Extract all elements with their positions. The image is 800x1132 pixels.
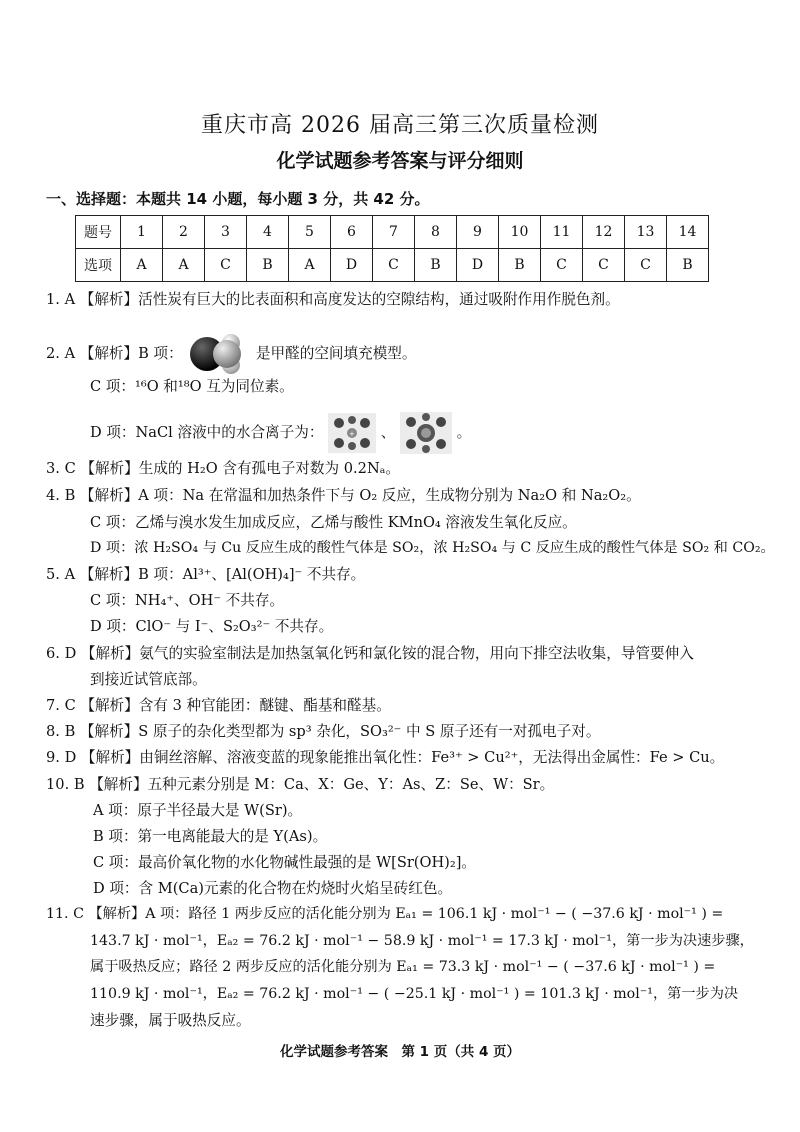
table-cell: B — [415, 249, 457, 282]
answer-2-suffix: 是甲醛的空间填充模型。 — [255, 345, 417, 362]
table-cell: 11 — [541, 216, 583, 249]
answer-5-d: D 项：ClO⁻ 与 I⁻、S₂O₃²⁻ 不共存。 — [90, 618, 334, 635]
svg-text:+: + — [349, 430, 355, 438]
table-cell: A — [163, 249, 205, 282]
page-footer: 化学试题参考答案 第 1 页（共 4 页） — [279, 1044, 521, 1060]
table-cell: C — [205, 249, 247, 282]
answer-2-c: C 项：¹⁶O 和¹⁸O 互为同位素。 — [90, 378, 294, 395]
answer-2-d-separator: 、 — [380, 424, 396, 441]
table-row-answers — [76, 249, 709, 282]
table-cell: C — [583, 249, 625, 282]
page-subtitle: 化学试题参考答案与评分细则 — [276, 150, 524, 172]
answer-3: 3. C 【解析】生成的 H₂O 含有孤电子对数为 0.2Nₐ。 — [46, 460, 400, 477]
answer-10-c: C 项：最高价氧化物的水化物碱性最强的是 W[Sr(OH)₂]。 — [93, 854, 477, 871]
table-cell: 8 — [415, 216, 457, 249]
answer-10: 10. B 【解析】五种元素分别是 M：Ca、X：Ge、Y：As、Z：Se、W：Sr。 — [46, 776, 555, 793]
table-cell: C — [373, 249, 415, 282]
table-cell: 13 — [625, 216, 667, 249]
answer-2-d-end: 。 — [456, 424, 472, 441]
answer-10-d: D 项：含 M(Ca)元素的化合物在灼烧时火焰呈砖红色。 — [93, 880, 453, 897]
answer-6-line2: 到接近试管底部。 — [90, 671, 207, 688]
answer-11-line3: 属于吸热反应；路径 2 两步反应的活化能分别为 Eₐ₁ = 73.3 kJ · mol⁻¹ − ( −37.6 kJ · mol⁻¹ ) = — [90, 959, 716, 975]
table-row-label: 选项 — [76, 249, 121, 282]
answer-1: 1. A 【解析】活性炭有巨大的比表面积和高度发达的空隙结构，通过吸附作用作脱色剂。 — [46, 291, 620, 308]
answer-5-c: C 项：NH₄⁺、OH⁻ 不共存。 — [90, 592, 285, 609]
answer-11-line4: 110.9 kJ · mol⁻¹，Eₐ₂ = 76.2 kJ · mol⁻¹ − ( −25.1 kJ · mol⁻¹ ) = 101.3 kJ · mol⁻¹，第一步为决 — [90, 986, 739, 1002]
answer-10-b: B 项：第一电离能最大的是 Y(As)。 — [93, 828, 328, 845]
answer-8: 8. B 【解析】S 原子的杂化类型都为 sp³ 杂化，SO₃²⁻ 中 S 原子还有一对孤电子对。 — [46, 723, 601, 740]
answer-6-line1: 6. D 【解析】氨气的实验室制法是加热氢氧化钙和氯化铵的混合物，用向下排空法收集，导管要伸入 — [46, 645, 694, 662]
table-cell: 6 — [331, 216, 373, 249]
table-cell: A — [289, 249, 331, 282]
hydrated-na-ion-image — [328, 413, 376, 453]
table-cell: B — [247, 249, 289, 282]
answer-2 — [46, 332, 417, 376]
table-cell: B — [667, 249, 709, 282]
answer-5-b: 5. A 【解析】B 项：Al³⁺、[Al(OH)₄]⁻ 不共存。 — [46, 566, 366, 583]
answer-4-a: 4. B 【解析】A 项：Na 在常温和加热条件下与 O₂ 反应，生成物分别为 Na₂O 和 Na₂O₂。 — [46, 487, 641, 504]
answer-7: 7. C 【解析】含有 3 种官能团：醚键、酯基和醛基。 — [46, 697, 391, 714]
table-cell: A — [121, 249, 163, 282]
table-cell: 4 — [247, 216, 289, 249]
table-cell: 1 — [121, 216, 163, 249]
table-cell: 14 — [667, 216, 709, 249]
answer-11-line5: 速步骤，属于吸热反应。 — [90, 1012, 251, 1029]
table-cell: 10 — [499, 216, 541, 249]
answer-2-prefix: 2. A 【解析】B 项： — [46, 345, 183, 362]
table-cell: 9 — [457, 216, 499, 249]
answer-4-c: C 项：乙烯与溴水发生加成反应，乙烯与酸性 KMnO₄ 溶液发生氧化反应。 — [90, 514, 577, 531]
answer-2-d-prefix: D 项：NaCl 溶液中的水合离子为： — [90, 424, 324, 441]
table-cell: C — [541, 249, 583, 282]
table-cell: D — [331, 249, 373, 282]
table-row-label: 题号 — [76, 216, 121, 249]
table-row-numbers — [76, 216, 709, 249]
answer-10-a: A 项：原子半径最大是 W(Sr)。 — [93, 802, 303, 819]
table-cell: C — [625, 249, 667, 282]
table-cell: 7 — [373, 216, 415, 249]
formaldehyde-model-image — [187, 332, 251, 376]
table-cell: B — [499, 249, 541, 282]
table-cell: 3 — [205, 216, 247, 249]
section-heading: 一、选择题：本题共 14 小题，每小题 3 分，共 42 分。 — [46, 190, 430, 208]
table-cell: 12 — [583, 216, 625, 249]
answer-11-line1: 11. C 【解析】A 项：路径 1 两步反应的活化能分别为 Eₐ₁ = 106.1 kJ · mol⁻¹ − ( −37.6 kJ · mol⁻¹ ) = — [46, 906, 724, 922]
table-cell: 2 — [163, 216, 205, 249]
hydrated-cl-ion-image — [400, 412, 452, 454]
answer-2-d — [90, 412, 471, 454]
answer-11-line2: 143.7 kJ · mol⁻¹，Eₐ₂ = 76.2 kJ · mol⁻¹ − 58.9 kJ · mol⁻¹ = 17.3 kJ · mol⁻¹，第一步为决速步骤， — [90, 933, 754, 949]
answer-4-d: D 项：浓 H₂SO₄ 与 Cu 反应生成的酸性气体是 SO₂，浓 H₂SO₄ 与 C 反应生成的酸性气体是 SO₂ 和 CO₂。 — [90, 540, 775, 556]
page-title: 重庆市高 2026 届高三第三次质量检测 — [201, 113, 599, 138]
answer-table — [75, 215, 709, 282]
answer-9: 9. D 【解析】由铜丝溶解、溶液变蓝的现象能推出氧化性：Fe³⁺ > Cu²⁺，无法得出金属性：Fe > Cu。 — [46, 749, 725, 766]
table-cell: D — [457, 249, 499, 282]
table-cell: 5 — [289, 216, 331, 249]
